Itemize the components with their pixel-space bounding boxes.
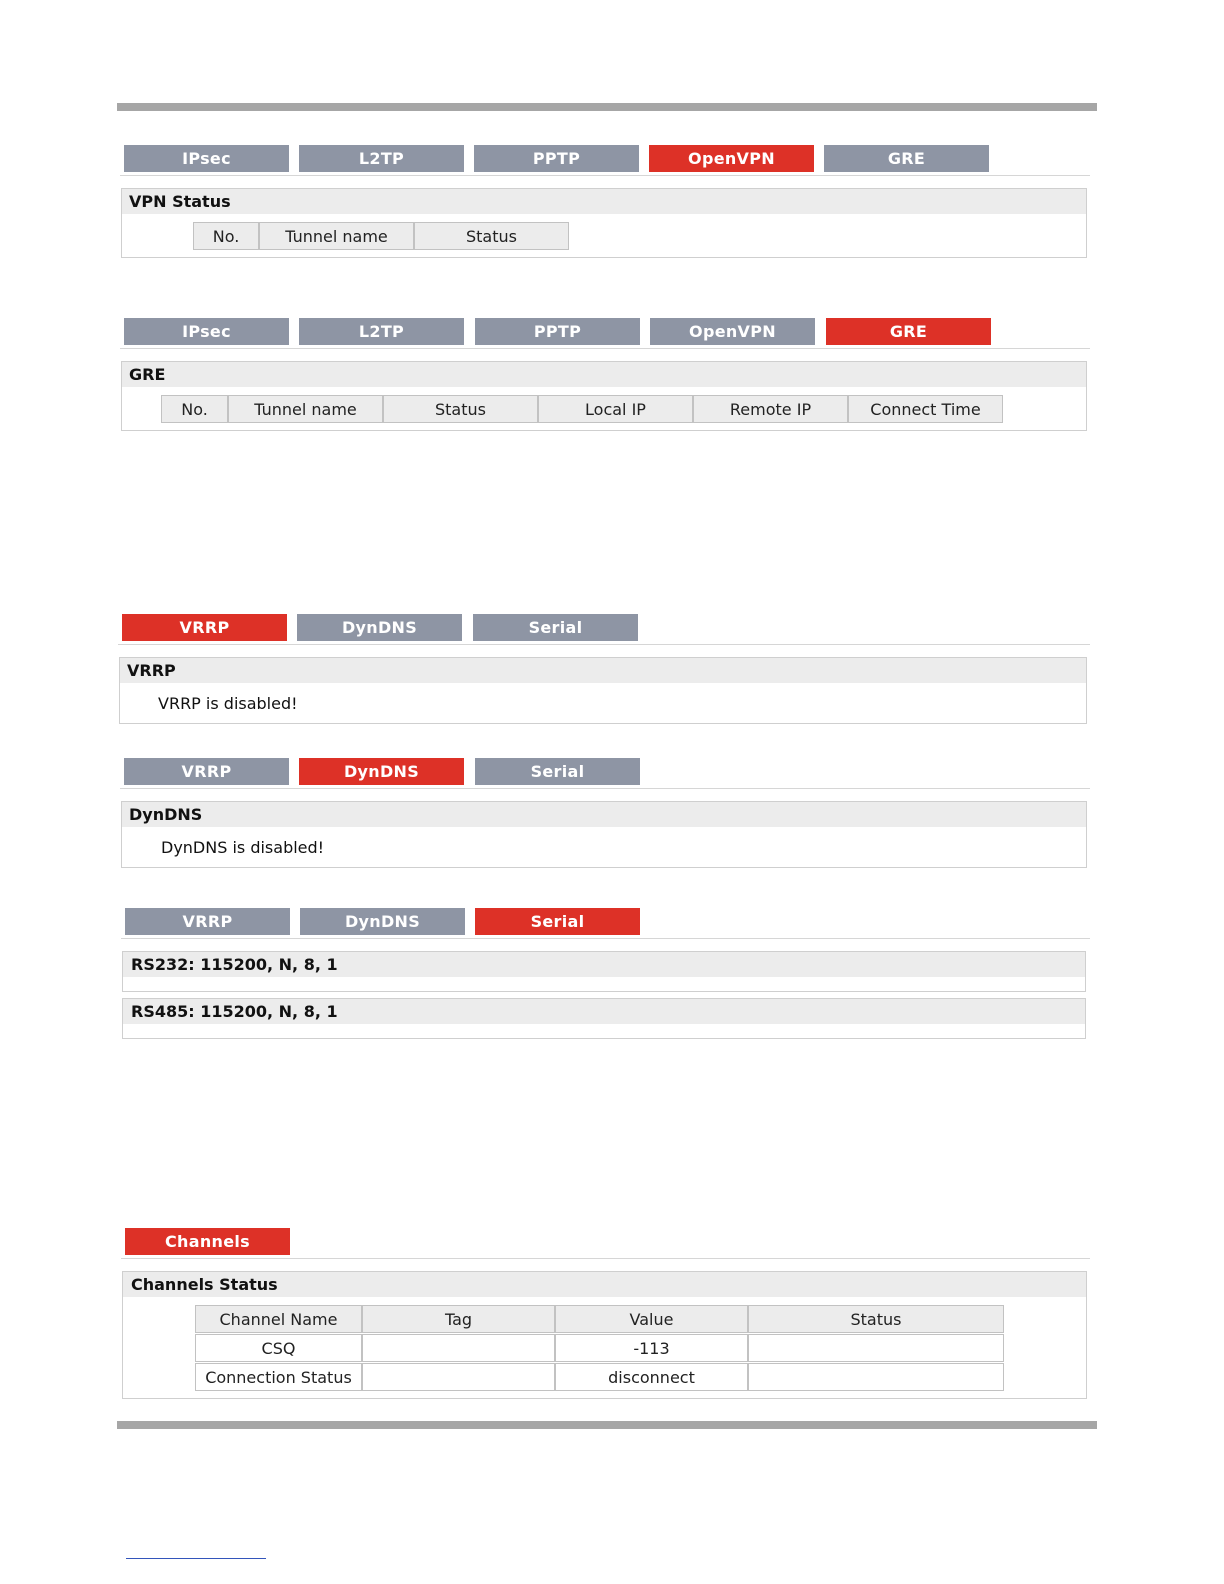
tab-channels[interactable]: Channels	[125, 1228, 290, 1255]
column-header: Channel Name	[195, 1305, 362, 1333]
top-divider	[117, 103, 1097, 111]
table-cell: Connection Status	[195, 1363, 362, 1391]
panel-title: VRRP	[120, 658, 1086, 683]
tab-l2tp[interactable]: L2TP	[299, 318, 464, 345]
rs485-panel	[122, 998, 1086, 1039]
tab-vrrp[interactable]: VRRP	[122, 614, 287, 641]
panel-title: GRE	[122, 362, 1086, 387]
rs232-settings: RS232: 115200, N, 8, 1	[123, 952, 1085, 977]
status-message: DynDNS is disabled!	[161, 838, 325, 857]
tab-openvpn[interactable]: OpenVPN	[649, 145, 814, 172]
column-header: Local IP	[538, 395, 693, 423]
tab-pptp[interactable]: PPTP	[474, 145, 639, 172]
column-header: Tunnel name	[228, 395, 383, 423]
tab-gre[interactable]: GRE	[826, 318, 991, 345]
tab-underline	[120, 788, 1090, 789]
vpn-status-panel	[121, 188, 1087, 258]
table-cell: disconnect	[555, 1363, 748, 1391]
dyndns-panel	[121, 801, 1087, 868]
gre-panel	[121, 361, 1087, 431]
panel-title: Channels Status	[123, 1272, 1086, 1297]
rs232-panel	[122, 951, 1086, 992]
table-cell	[748, 1363, 1004, 1391]
tab-underline	[118, 644, 1090, 645]
column-header: Tag	[362, 1305, 555, 1333]
tab-underline	[121, 938, 1090, 939]
tab-underline	[120, 175, 1090, 176]
tab-pptp[interactable]: PPTP	[475, 318, 640, 345]
channels-status-panel	[122, 1271, 1087, 1399]
tab-serial[interactable]: Serial	[473, 614, 638, 641]
tab-vrrp[interactable]: VRRP	[125, 908, 290, 935]
table-cell	[362, 1334, 555, 1362]
tab-openvpn[interactable]: OpenVPN	[650, 318, 815, 345]
panel-title: DynDNS	[122, 802, 1086, 827]
column-header: Status	[748, 1305, 1004, 1333]
table-cell: CSQ	[195, 1334, 362, 1362]
tab-vrrp[interactable]: VRRP	[124, 758, 289, 785]
table-cell	[362, 1363, 555, 1391]
column-header: Status	[383, 395, 538, 423]
column-header: No.	[193, 222, 259, 250]
vrrp-panel	[119, 657, 1087, 724]
table-cell	[748, 1334, 1004, 1362]
bottom-divider	[117, 1421, 1097, 1429]
tab-ipsec[interactable]: IPsec	[124, 318, 289, 345]
tab-dyndns[interactable]: DynDNS	[299, 758, 464, 785]
column-header: Connect Time	[848, 395, 1003, 423]
rs485-settings: RS485: 115200, N, 8, 1	[123, 999, 1085, 1024]
footer-link-underline	[126, 1558, 266, 1559]
column-header: Tunnel name	[259, 222, 414, 250]
tab-underline	[121, 1258, 1090, 1259]
tab-dyndns[interactable]: DynDNS	[297, 614, 462, 641]
tab-serial[interactable]: Serial	[475, 908, 640, 935]
tab-serial[interactable]: Serial	[475, 758, 640, 785]
column-header: No.	[161, 395, 228, 423]
column-header: Remote IP	[693, 395, 848, 423]
table-cell: -113	[555, 1334, 748, 1362]
tab-gre[interactable]: GRE	[824, 145, 989, 172]
tab-underline	[120, 348, 1090, 349]
column-header: Status	[414, 222, 569, 250]
tab-l2tp[interactable]: L2TP	[299, 145, 464, 172]
column-header: Value	[555, 1305, 748, 1333]
tab-ipsec[interactable]: IPsec	[124, 145, 289, 172]
panel-title: VPN Status	[122, 189, 1086, 214]
tab-dyndns[interactable]: DynDNS	[300, 908, 465, 935]
status-message: VRRP is disabled!	[158, 694, 298, 713]
